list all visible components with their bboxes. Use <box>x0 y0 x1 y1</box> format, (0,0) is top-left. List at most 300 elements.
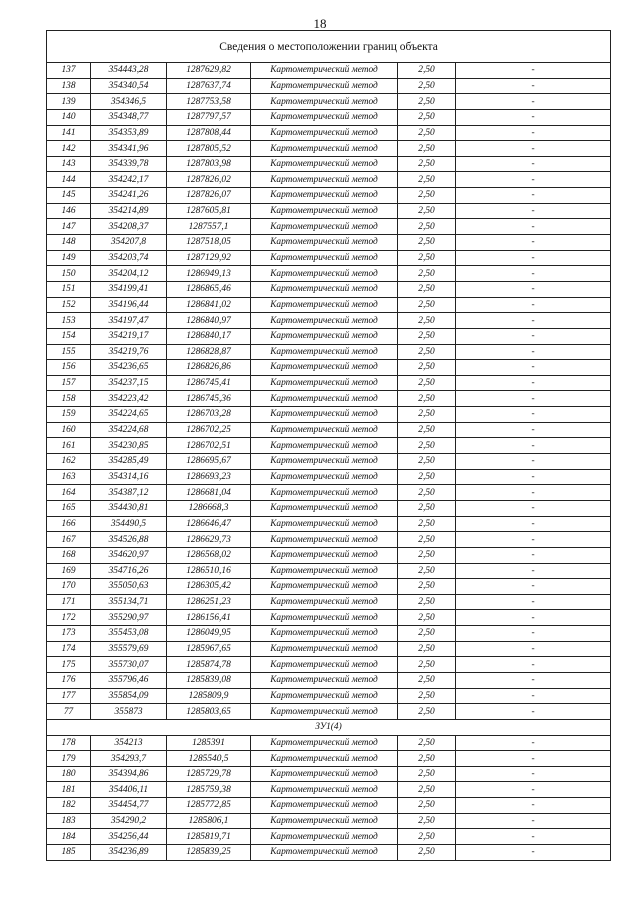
point-number-cell: 138 <box>47 78 91 94</box>
boundary-table <box>46 30 611 861</box>
method-cell: Картометрический метод <box>251 751 398 767</box>
y-coordinate-cell: 1286681,04 <box>167 485 251 501</box>
description-cell: - <box>456 782 611 798</box>
y-coordinate-cell: 1285803,65 <box>167 704 251 720</box>
method-cell: Картометрический метод <box>251 454 398 470</box>
y-coordinate-cell: 1287805,52 <box>167 141 251 157</box>
point-number-cell: 174 <box>47 641 91 657</box>
table-row <box>47 672 611 688</box>
point-number-cell: 168 <box>47 547 91 563</box>
y-coordinate-cell: 1286695,67 <box>167 454 251 470</box>
y-coordinate-cell: 1286702,25 <box>167 422 251 438</box>
point-number-cell: 145 <box>47 188 91 204</box>
y-coordinate-cell: 1286668,3 <box>167 500 251 516</box>
description-cell: - <box>456 328 611 344</box>
point-number-cell: 184 <box>47 829 91 845</box>
y-coordinate-cell: 1287557,1 <box>167 219 251 235</box>
y-coordinate-cell: 1286646,47 <box>167 516 251 532</box>
x-coordinate-cell: 354237,15 <box>91 375 167 391</box>
precision-cell: 2,50 <box>398 109 456 125</box>
y-coordinate-cell: 1286568,02 <box>167 547 251 563</box>
description-cell: - <box>456 109 611 125</box>
description-cell: - <box>456 438 611 454</box>
x-coordinate-cell: 354236,65 <box>91 360 167 376</box>
method-cell: Картометрический метод <box>251 172 398 188</box>
point-number-cell: 147 <box>47 219 91 235</box>
method-cell: Картометрический метод <box>251 250 398 266</box>
y-coordinate-cell: 1286865,46 <box>167 281 251 297</box>
point-number-cell: 179 <box>47 751 91 767</box>
point-number-cell: 157 <box>47 375 91 391</box>
point-number-cell: 153 <box>47 313 91 329</box>
table-row <box>47 63 611 79</box>
description-cell: - <box>456 297 611 313</box>
precision-cell: 2,50 <box>398 172 456 188</box>
description-cell: - <box>456 610 611 626</box>
table-row <box>47 328 611 344</box>
method-cell: Картометрический метод <box>251 657 398 673</box>
y-coordinate-cell: 1287629,82 <box>167 63 251 79</box>
table-row <box>47 547 611 563</box>
precision-cell: 2,50 <box>398 344 456 360</box>
method-cell: Картометрический метод <box>251 641 398 657</box>
description-cell: - <box>456 626 611 642</box>
y-coordinate-cell: 1287129,92 <box>167 250 251 266</box>
point-number-cell: 151 <box>47 281 91 297</box>
precision-cell: 2,50 <box>398 829 456 845</box>
table-row <box>47 235 611 251</box>
y-coordinate-cell: 1286702,51 <box>167 438 251 454</box>
point-number-cell: 158 <box>47 391 91 407</box>
point-number-cell: 181 <box>47 782 91 798</box>
description-cell: - <box>456 798 611 814</box>
point-number-cell: 155 <box>47 344 91 360</box>
point-number-cell: 161 <box>47 438 91 454</box>
method-cell: Картометрический метод <box>251 766 398 782</box>
description-cell: - <box>456 188 611 204</box>
table-row <box>47 266 611 282</box>
method-cell: Картометрический метод <box>251 782 398 798</box>
table-row <box>47 407 611 423</box>
precision-cell: 2,50 <box>398 516 456 532</box>
y-coordinate-cell: 1285809,9 <box>167 688 251 704</box>
x-coordinate-cell: 354454,77 <box>91 798 167 814</box>
x-coordinate-cell: 354241,26 <box>91 188 167 204</box>
description-cell: - <box>456 78 611 94</box>
description-cell: - <box>456 250 611 266</box>
table-row <box>47 641 611 657</box>
description-cell: - <box>456 94 611 110</box>
table-row <box>47 704 611 720</box>
table-row <box>47 438 611 454</box>
description-cell: - <box>456 235 611 251</box>
description-cell: - <box>456 532 611 548</box>
point-number-cell: 172 <box>47 610 91 626</box>
precision-cell: 2,50 <box>398 94 456 110</box>
description-cell: - <box>456 313 611 329</box>
y-coordinate-cell: 1285874,78 <box>167 657 251 673</box>
x-coordinate-cell: 354224,68 <box>91 422 167 438</box>
precision-cell: 2,50 <box>398 156 456 172</box>
table-row <box>47 735 611 751</box>
description-cell: - <box>456 547 611 563</box>
y-coordinate-cell: 1285729,78 <box>167 766 251 782</box>
y-coordinate-cell: 1286826,86 <box>167 360 251 376</box>
precision-cell: 2,50 <box>398 532 456 548</box>
method-cell: Картометрический метод <box>251 704 398 720</box>
x-coordinate-cell: 354219,76 <box>91 344 167 360</box>
precision-cell: 2,50 <box>398 281 456 297</box>
x-coordinate-cell: 354230,85 <box>91 438 167 454</box>
point-number-cell: 150 <box>47 266 91 282</box>
y-coordinate-cell: 1286840,97 <box>167 313 251 329</box>
table-row <box>47 845 611 861</box>
description-cell: - <box>456 219 611 235</box>
description-cell: - <box>456 375 611 391</box>
table-row <box>47 688 611 704</box>
table-row <box>47 532 611 548</box>
precision-cell: 2,50 <box>398 438 456 454</box>
table-row <box>47 610 611 626</box>
table-row <box>47 454 611 470</box>
y-coordinate-cell: 1286629,73 <box>167 532 251 548</box>
method-cell: Картометрический метод <box>251 532 398 548</box>
x-coordinate-cell: 354340,54 <box>91 78 167 94</box>
y-coordinate-cell: 1287518,05 <box>167 235 251 251</box>
y-coordinate-cell: 1287826,02 <box>167 172 251 188</box>
table-row <box>47 563 611 579</box>
y-coordinate-cell: 1286305,42 <box>167 579 251 595</box>
precision-cell: 2,50 <box>398 500 456 516</box>
precision-cell: 2,50 <box>398 485 456 501</box>
table-row <box>47 766 611 782</box>
description-cell: - <box>456 485 611 501</box>
precision-cell: 2,50 <box>398 235 456 251</box>
x-coordinate-cell: 355854,09 <box>91 688 167 704</box>
x-coordinate-cell: 354197,47 <box>91 313 167 329</box>
precision-cell: 2,50 <box>398 813 456 829</box>
y-coordinate-cell: 1286745,36 <box>167 391 251 407</box>
x-coordinate-cell: 355050,63 <box>91 579 167 595</box>
table-row <box>47 94 611 110</box>
y-coordinate-cell: 1287808,44 <box>167 125 251 141</box>
point-number-cell: 165 <box>47 500 91 516</box>
y-coordinate-cell: 1287803,98 <box>167 156 251 172</box>
method-cell: Картометрический метод <box>251 407 398 423</box>
y-coordinate-cell: 1286840,17 <box>167 328 251 344</box>
precision-cell: 2,50 <box>398 188 456 204</box>
y-coordinate-cell: 1285391 <box>167 735 251 751</box>
method-cell: Картометрический метод <box>251 688 398 704</box>
description-cell: - <box>456 657 611 673</box>
description-cell: - <box>456 391 611 407</box>
table-row <box>47 626 611 642</box>
precision-cell: 2,50 <box>398 407 456 423</box>
precision-cell: 2,50 <box>398 563 456 579</box>
method-cell: Картометрический метод <box>251 672 398 688</box>
method-cell: Картометрический метод <box>251 813 398 829</box>
x-coordinate-cell: 354620,97 <box>91 547 167 563</box>
method-cell: Картометрический метод <box>251 313 398 329</box>
point-number-cell: 148 <box>47 235 91 251</box>
point-number-cell: 146 <box>47 203 91 219</box>
x-coordinate-cell: 354387,12 <box>91 485 167 501</box>
description-cell: - <box>456 500 611 516</box>
point-number-cell: 156 <box>47 360 91 376</box>
precision-cell: 2,50 <box>398 641 456 657</box>
point-number-cell: 160 <box>47 422 91 438</box>
description-cell: - <box>456 360 611 376</box>
description-cell: - <box>456 141 611 157</box>
description-cell: - <box>456 266 611 282</box>
table-row <box>47 125 611 141</box>
page-number: 18 <box>313 16 327 31</box>
method-cell: Картометрический метод <box>251 125 398 141</box>
y-coordinate-cell: 1285839,25 <box>167 845 251 861</box>
x-coordinate-cell: 354314,16 <box>91 469 167 485</box>
y-coordinate-cell: 1286049,95 <box>167 626 251 642</box>
point-number-cell: 144 <box>47 172 91 188</box>
point-number-cell: 162 <box>47 454 91 470</box>
table-row <box>47 141 611 157</box>
y-coordinate-cell: 1287753,58 <box>167 94 251 110</box>
table-row <box>47 360 611 376</box>
table-row <box>47 78 611 94</box>
x-coordinate-cell: 354196,44 <box>91 297 167 313</box>
y-coordinate-cell: 1285819,71 <box>167 829 251 845</box>
method-cell: Картометрический метод <box>251 485 398 501</box>
point-number-cell: 169 <box>47 563 91 579</box>
x-coordinate-cell: 355730,07 <box>91 657 167 673</box>
table-row <box>47 344 611 360</box>
x-coordinate-cell: 354348,77 <box>91 109 167 125</box>
point-number-cell: 164 <box>47 485 91 501</box>
point-number-cell: 171 <box>47 594 91 610</box>
method-cell: Картометрический метод <box>251 469 398 485</box>
table-row <box>47 422 611 438</box>
description-cell: - <box>456 172 611 188</box>
description-cell: - <box>456 735 611 751</box>
table-row <box>47 500 611 516</box>
point-number-cell: 175 <box>47 657 91 673</box>
boundary-table-body <box>47 31 611 861</box>
table-row <box>47 188 611 204</box>
table-row <box>47 579 611 595</box>
method-cell: Картометрический метод <box>251 626 398 642</box>
method-cell: Картометрический метод <box>251 203 398 219</box>
x-coordinate-cell: 354293,7 <box>91 751 167 767</box>
precision-cell: 2,50 <box>398 782 456 798</box>
method-cell: Картометрический метод <box>251 297 398 313</box>
precision-cell: 2,50 <box>398 704 456 720</box>
method-cell: Картометрический метод <box>251 735 398 751</box>
method-cell: Картометрический метод <box>251 219 398 235</box>
description-cell: - <box>456 594 611 610</box>
description-cell: - <box>456 641 611 657</box>
precision-cell: 2,50 <box>398 297 456 313</box>
y-coordinate-cell: 1285806,1 <box>167 813 251 829</box>
y-coordinate-cell: 1285759,38 <box>167 782 251 798</box>
method-cell: Картометрический метод <box>251 328 398 344</box>
description-cell: - <box>456 63 611 79</box>
point-number-cell: 178 <box>47 735 91 751</box>
table-row <box>47 657 611 673</box>
method-cell: Картометрический метод <box>251 391 398 407</box>
y-coordinate-cell: 1286703,28 <box>167 407 251 423</box>
description-cell: - <box>456 125 611 141</box>
x-coordinate-cell: 354406,11 <box>91 782 167 798</box>
point-number-cell: 182 <box>47 798 91 814</box>
x-coordinate-cell: 354199,41 <box>91 281 167 297</box>
table-row <box>47 250 611 266</box>
table-title-row <box>47 31 611 63</box>
x-coordinate-cell: 354346,5 <box>91 94 167 110</box>
point-number-cell: 167 <box>47 532 91 548</box>
point-number-cell: 176 <box>47 672 91 688</box>
method-cell: Картометрический метод <box>251 422 398 438</box>
x-coordinate-cell: 354341,96 <box>91 141 167 157</box>
description-cell: - <box>456 704 611 720</box>
precision-cell: 2,50 <box>398 63 456 79</box>
x-coordinate-cell: 354208,37 <box>91 219 167 235</box>
x-coordinate-cell: 354214,89 <box>91 203 167 219</box>
table-row <box>47 219 611 235</box>
precision-cell: 2,50 <box>398 672 456 688</box>
precision-cell: 2,50 <box>398 594 456 610</box>
point-number-cell: 163 <box>47 469 91 485</box>
method-cell: Картометрический метод <box>251 547 398 563</box>
description-cell: - <box>456 579 611 595</box>
x-coordinate-cell: 354213 <box>91 735 167 751</box>
x-coordinate-cell: 354430,81 <box>91 500 167 516</box>
description-cell: - <box>456 563 611 579</box>
precision-cell: 2,50 <box>398 125 456 141</box>
y-coordinate-cell: 1286745,41 <box>167 375 251 391</box>
x-coordinate-cell: 354204,12 <box>91 266 167 282</box>
y-coordinate-cell: 1286828,87 <box>167 344 251 360</box>
method-cell: Картометрический метод <box>251 438 398 454</box>
precision-cell: 2,50 <box>398 328 456 344</box>
table-row <box>47 798 611 814</box>
y-coordinate-cell: 1286156,41 <box>167 610 251 626</box>
table-row <box>47 203 611 219</box>
section-label: ЗУ1(4) <box>47 719 611 735</box>
precision-cell: 2,50 <box>398 469 456 485</box>
table-row <box>47 516 611 532</box>
point-number-cell: 142 <box>47 141 91 157</box>
method-cell: Картометрический метод <box>251 63 398 79</box>
y-coordinate-cell: 1287826,07 <box>167 188 251 204</box>
y-coordinate-cell: 1287605,81 <box>167 203 251 219</box>
table-row <box>47 829 611 845</box>
table-row <box>47 469 611 485</box>
method-cell: Картометрический метод <box>251 829 398 845</box>
x-coordinate-cell: 354490,5 <box>91 516 167 532</box>
point-number-cell: 77 <box>47 704 91 720</box>
table-row <box>47 782 611 798</box>
table-row <box>47 156 611 172</box>
description-cell: - <box>456 813 611 829</box>
precision-cell: 2,50 <box>398 78 456 94</box>
x-coordinate-cell: 354394,86 <box>91 766 167 782</box>
section-row <box>47 719 611 735</box>
point-number-cell: 141 <box>47 125 91 141</box>
point-number-cell: 159 <box>47 407 91 423</box>
x-coordinate-cell: 354443,28 <box>91 63 167 79</box>
precision-cell: 2,50 <box>398 845 456 861</box>
table-row <box>47 751 611 767</box>
point-number-cell: 143 <box>47 156 91 172</box>
method-cell: Картометрический метод <box>251 156 398 172</box>
point-number-cell: 152 <box>47 297 91 313</box>
point-number-cell: 185 <box>47 845 91 861</box>
table-row <box>47 375 611 391</box>
x-coordinate-cell: 354339,78 <box>91 156 167 172</box>
precision-cell: 2,50 <box>398 219 456 235</box>
precision-cell: 2,50 <box>398 141 456 157</box>
precision-cell: 2,50 <box>398 203 456 219</box>
y-coordinate-cell: 1285772,85 <box>167 798 251 814</box>
precision-cell: 2,50 <box>398 626 456 642</box>
description-cell: - <box>456 344 611 360</box>
precision-cell: 2,50 <box>398 375 456 391</box>
description-cell: - <box>456 829 611 845</box>
table-row <box>47 594 611 610</box>
x-coordinate-cell: 355579,69 <box>91 641 167 657</box>
x-coordinate-cell: 354207,8 <box>91 235 167 251</box>
precision-cell: 2,50 <box>398 391 456 407</box>
y-coordinate-cell: 1287637,74 <box>167 78 251 94</box>
description-cell: - <box>456 516 611 532</box>
x-coordinate-cell: 355796,46 <box>91 672 167 688</box>
table-row <box>47 281 611 297</box>
table-row <box>47 172 611 188</box>
precision-cell: 2,50 <box>398 657 456 673</box>
precision-cell: 2,50 <box>398 313 456 329</box>
method-cell: Картометрический метод <box>251 579 398 595</box>
point-number-cell: 183 <box>47 813 91 829</box>
point-number-cell: 137 <box>47 63 91 79</box>
x-coordinate-cell: 354256,44 <box>91 829 167 845</box>
x-coordinate-cell: 354526,88 <box>91 532 167 548</box>
x-coordinate-cell: 354236,89 <box>91 845 167 861</box>
table-title: Сведения о местоположении границ объекта <box>47 31 611 63</box>
point-number-cell: 170 <box>47 579 91 595</box>
x-coordinate-cell: 355453,08 <box>91 626 167 642</box>
x-coordinate-cell: 354716,26 <box>91 563 167 579</box>
description-cell: - <box>456 751 611 767</box>
y-coordinate-cell: 1286693,23 <box>167 469 251 485</box>
y-coordinate-cell: 1285839,08 <box>167 672 251 688</box>
method-cell: Картометрический метод <box>251 78 398 94</box>
method-cell: Картометрический метод <box>251 516 398 532</box>
table-row <box>47 485 611 501</box>
y-coordinate-cell: 1287797,57 <box>167 109 251 125</box>
precision-cell: 2,50 <box>398 266 456 282</box>
precision-cell: 2,50 <box>398 610 456 626</box>
x-coordinate-cell: 354353,89 <box>91 125 167 141</box>
point-number-cell: 140 <box>47 109 91 125</box>
method-cell: Картометрический метод <box>251 360 398 376</box>
y-coordinate-cell: 1286251,23 <box>167 594 251 610</box>
precision-cell: 2,50 <box>398 547 456 563</box>
y-coordinate-cell: 1285540,5 <box>167 751 251 767</box>
x-coordinate-cell: 355134,71 <box>91 594 167 610</box>
method-cell: Картометрический метод <box>251 94 398 110</box>
method-cell: Картометрический метод <box>251 266 398 282</box>
description-cell: - <box>456 422 611 438</box>
method-cell: Картометрический метод <box>251 610 398 626</box>
